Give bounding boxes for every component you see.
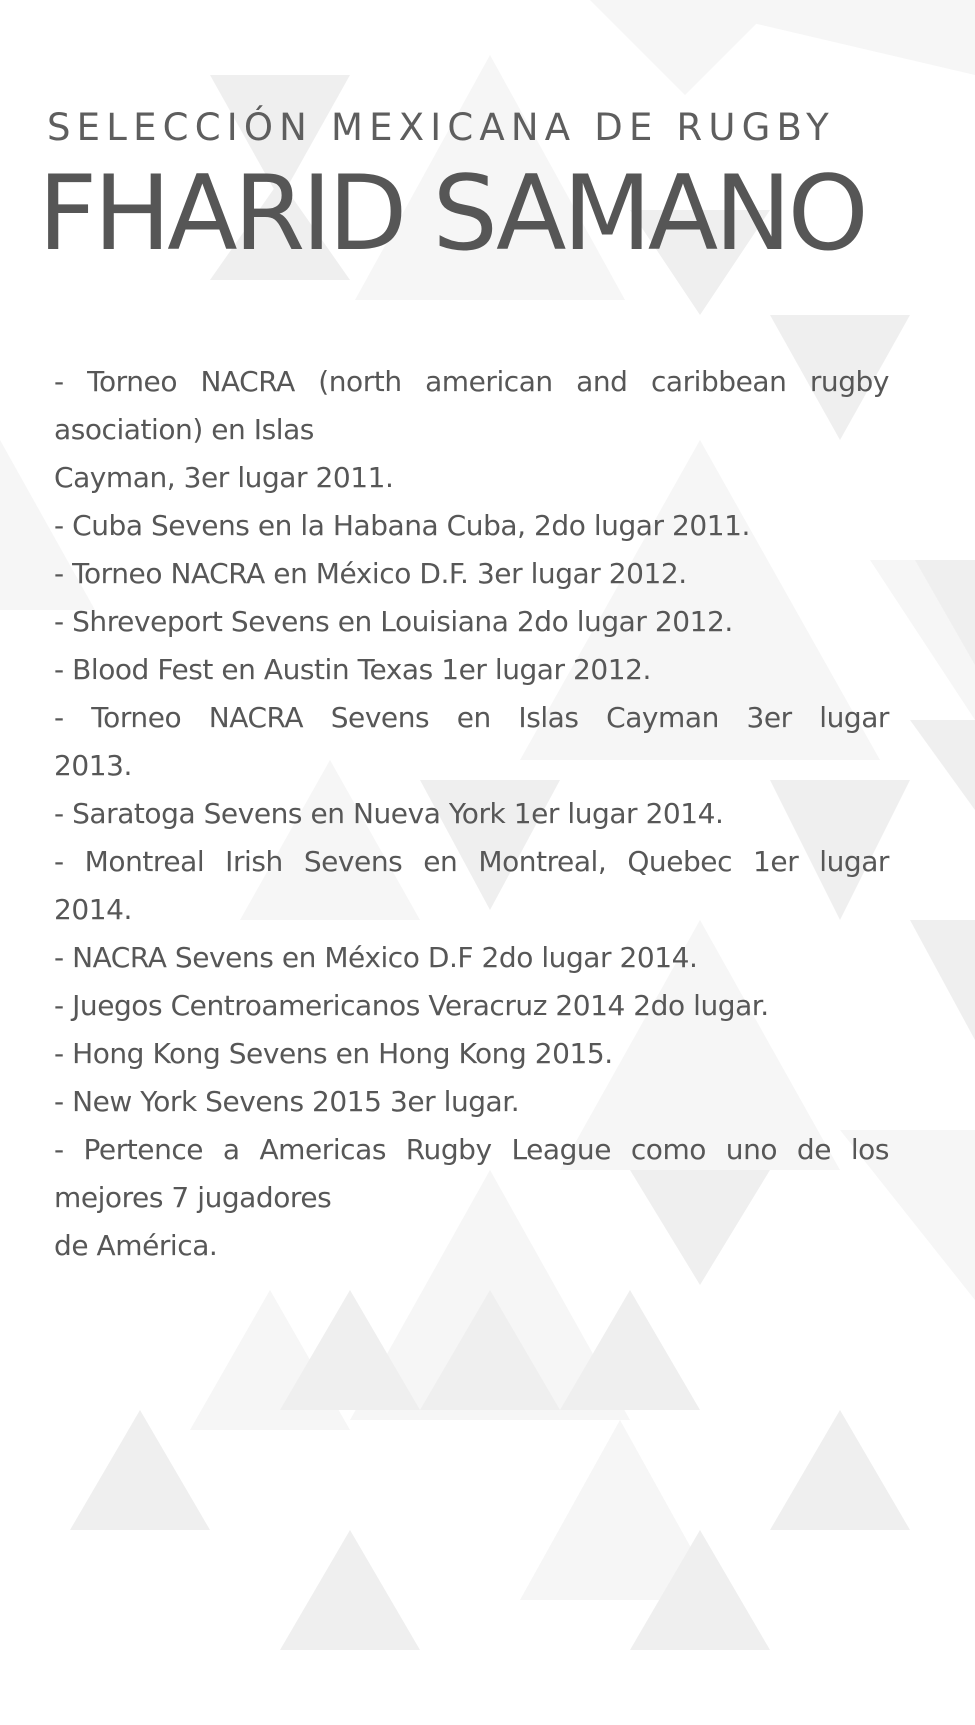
list-item bbox=[54, 358, 889, 502]
list-item bbox=[54, 1030, 889, 1078]
list-item bbox=[54, 790, 889, 838]
achievement-line: - Hong Kong Sevens en Hong Kong 2015. bbox=[54, 1037, 613, 1070]
achievement-line: - Torneo NACRA Sevens en Islas Cayman 3er lugar bbox=[54, 701, 889, 734]
list-item bbox=[54, 694, 889, 790]
achievement-line: - NACRA Sevens en México D.F 2do lugar 2014. bbox=[54, 941, 698, 974]
achievement-line: - Torneo NACRA (north american and caribbean rugby bbox=[54, 365, 889, 398]
list-item bbox=[54, 1078, 889, 1126]
achievement-line: - Pertence a Americas Rugby League como uno de los bbox=[54, 1133, 889, 1166]
achievement-line: - New York Sevens 2015 3er lugar. bbox=[54, 1085, 520, 1118]
list-item bbox=[54, 982, 889, 1030]
list-item bbox=[54, 646, 889, 694]
list-item bbox=[54, 550, 889, 598]
list-item bbox=[54, 838, 889, 934]
achievement-line: 2013. bbox=[54, 749, 132, 782]
achievement-line: - Torneo NACRA en México D.F. 3er lugar 2012. bbox=[54, 557, 687, 590]
list-item bbox=[54, 934, 889, 982]
achievement-line: - Shreveport Sevens en Louisiana 2do lugar 2012. bbox=[54, 605, 733, 638]
list-item bbox=[54, 598, 889, 646]
team-subtitle: SELECCIÓN MEXICANA DE RUGBY bbox=[47, 106, 835, 149]
achievement-line: Cayman, 3er lugar 2011. bbox=[54, 461, 394, 494]
achievement-line: - Blood Fest en Austin Texas 1er lugar 2012. bbox=[54, 653, 651, 686]
list-item bbox=[54, 502, 889, 550]
achievement-line: - Juegos Centroamericanos Veracruz 2014 2do lugar. bbox=[54, 989, 769, 1022]
achievement-line: de América. bbox=[54, 1229, 218, 1262]
achievement-line: mejores 7 jugadores bbox=[54, 1181, 332, 1214]
player-name: FHARID SAMANO bbox=[38, 154, 865, 274]
achievement-line: - Saratoga Sevens en Nueva York 1er lugar 2014. bbox=[54, 797, 724, 830]
achievement-line: asociation) en Islas bbox=[54, 413, 314, 446]
list-item bbox=[54, 1126, 889, 1270]
achievement-line: 2014. bbox=[54, 893, 132, 926]
achievement-line: - Cuba Sevens en la Habana Cuba, 2do lugar 2011. bbox=[54, 509, 750, 542]
achievements-list bbox=[54, 358, 889, 1270]
achievement-line: - Montreal Irish Sevens en Montreal, Quebec 1er lugar bbox=[54, 845, 889, 878]
